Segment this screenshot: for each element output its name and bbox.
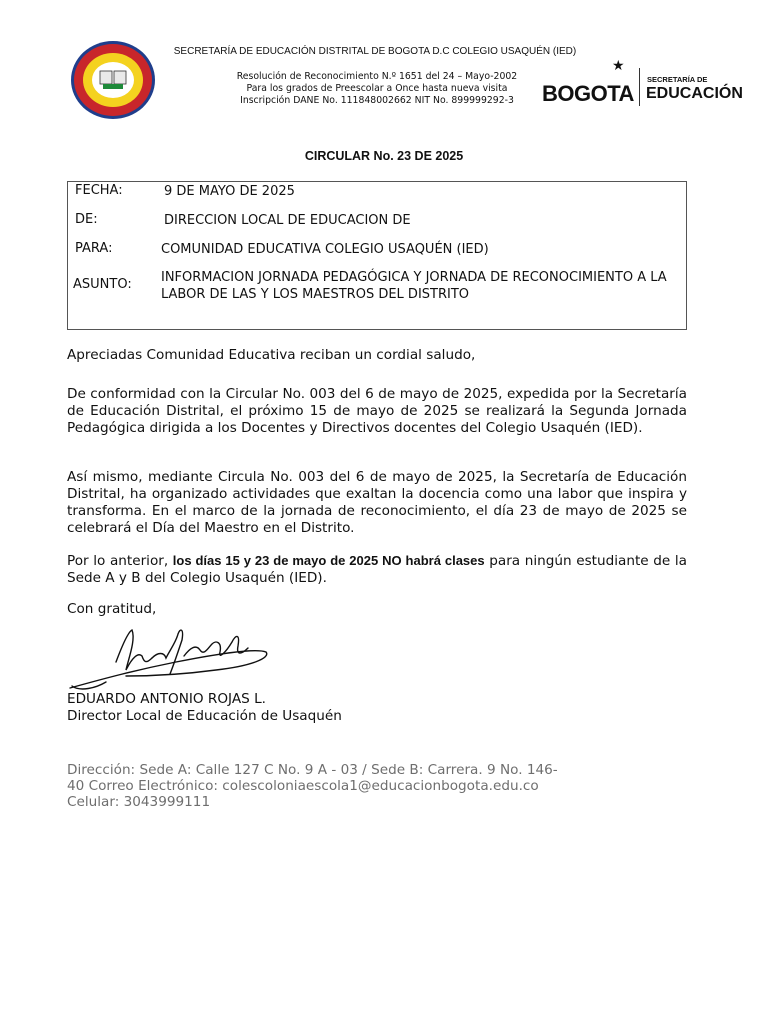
p3-highlight: los días 15 y 23 de mayo de 2025 NO habrá clases	[172, 553, 485, 568]
institution-header: SECRETARÍA DE EDUCACIÓN DISTRITAL DE BOGOTA D.C COLEGIO USAQUÉN (IED)	[173, 46, 577, 57]
fecha-label: FECHA:	[75, 183, 123, 198]
fecha-value: 9 DE MAYO DE 2025	[164, 184, 295, 199]
info-table	[67, 181, 687, 330]
handwritten-signature	[66, 622, 271, 694]
asunto-value: INFORMACION JORNADA PEDAGÓGICA Y JORNADA DE RECONOCIMIENTO A LA LABOR DE LAS Y LOS MAESTROS DEL DISTRITO	[161, 270, 667, 302]
asunto-label: ASUNTO:	[73, 277, 132, 292]
footer-address: Dirección: Sede A: Calle 127 C No. 9 A - 03 / Sede B: Carrera. 9 No. 146-	[67, 762, 558, 778]
logo-city: BOGOTA	[542, 81, 634, 106]
de-value: DIRECCION LOCAL DE EDUCACION DE	[164, 213, 411, 228]
p3-rest: para ningún estudiante de la Sede A y B del Colegio Usaquén (IED).	[67, 553, 687, 586]
para-value: COMUNIDAD EDUCATIVA COLEGIO USAQUÉN (IED)	[161, 242, 489, 257]
logo-dept-line1: SECRETARÍA DE	[647, 75, 708, 84]
circular-title: CIRCULAR No. 23 DE 2025	[304, 149, 464, 163]
paragraph-3	[67, 552, 687, 587]
logo-dept-line2: EDUCACIÓN	[646, 85, 743, 102]
p3-intro: Por lo anterior,	[67, 553, 173, 569]
bogota-education-logo	[540, 58, 743, 110]
footer-email: 40 Correo Electrónico: colescoloniaescola1@educacionbogota.edu.co	[67, 778, 539, 794]
footer-phone: Celular: 3043999111	[67, 794, 211, 810]
para-label: PARA:	[75, 241, 113, 256]
footer-contact	[67, 762, 587, 810]
closing: Con gratitud,	[67, 601, 157, 617]
signatory-role: Director Local de Educación de Usaquén	[67, 708, 342, 724]
paragraph-2: Así mismo, mediante Circula No. 003 del 6 de mayo de 2025, la Secretaría de Educación Distrital, ha organizado actividades que exaltan la docencia como una labor que inspira y transforma. En el marco de la jornada de reconocimiento, el día 23 de mayo de 2025 se celebrará el Día del Maestro en el Distrito.	[67, 469, 687, 536]
signatory-name: EDUARDO ANTONIO ROJAS L.	[67, 691, 266, 707]
logo-divider	[639, 68, 640, 106]
greeting: Apreciadas Comunidad Educativa reciban un cordial saludo,	[67, 347, 476, 363]
resolution-text: Resolución de Reconocimiento N.º 1651 del 24 – Mayo-2002 Para los grados de Preescolar a Once hasta nueva visita Inscripción DANE No. 111848002662 NIT No. 899999292-3	[236, 71, 518, 106]
de-label: DE:	[75, 212, 98, 227]
paragraph-1: De conformidad con la Circular No. 003 del 6 de mayo de 2025, expedida por la Secretaría de Educación Distrital, el próximo 15 de mayo de 2025 se realizará la Segunda Jornada Pedagógica dirigida a los Docentes y Directivos docentes del Colegio Usaquén (IED).	[67, 386, 687, 436]
star-icon: ★	[612, 58, 625, 74]
signatory	[67, 691, 342, 725]
